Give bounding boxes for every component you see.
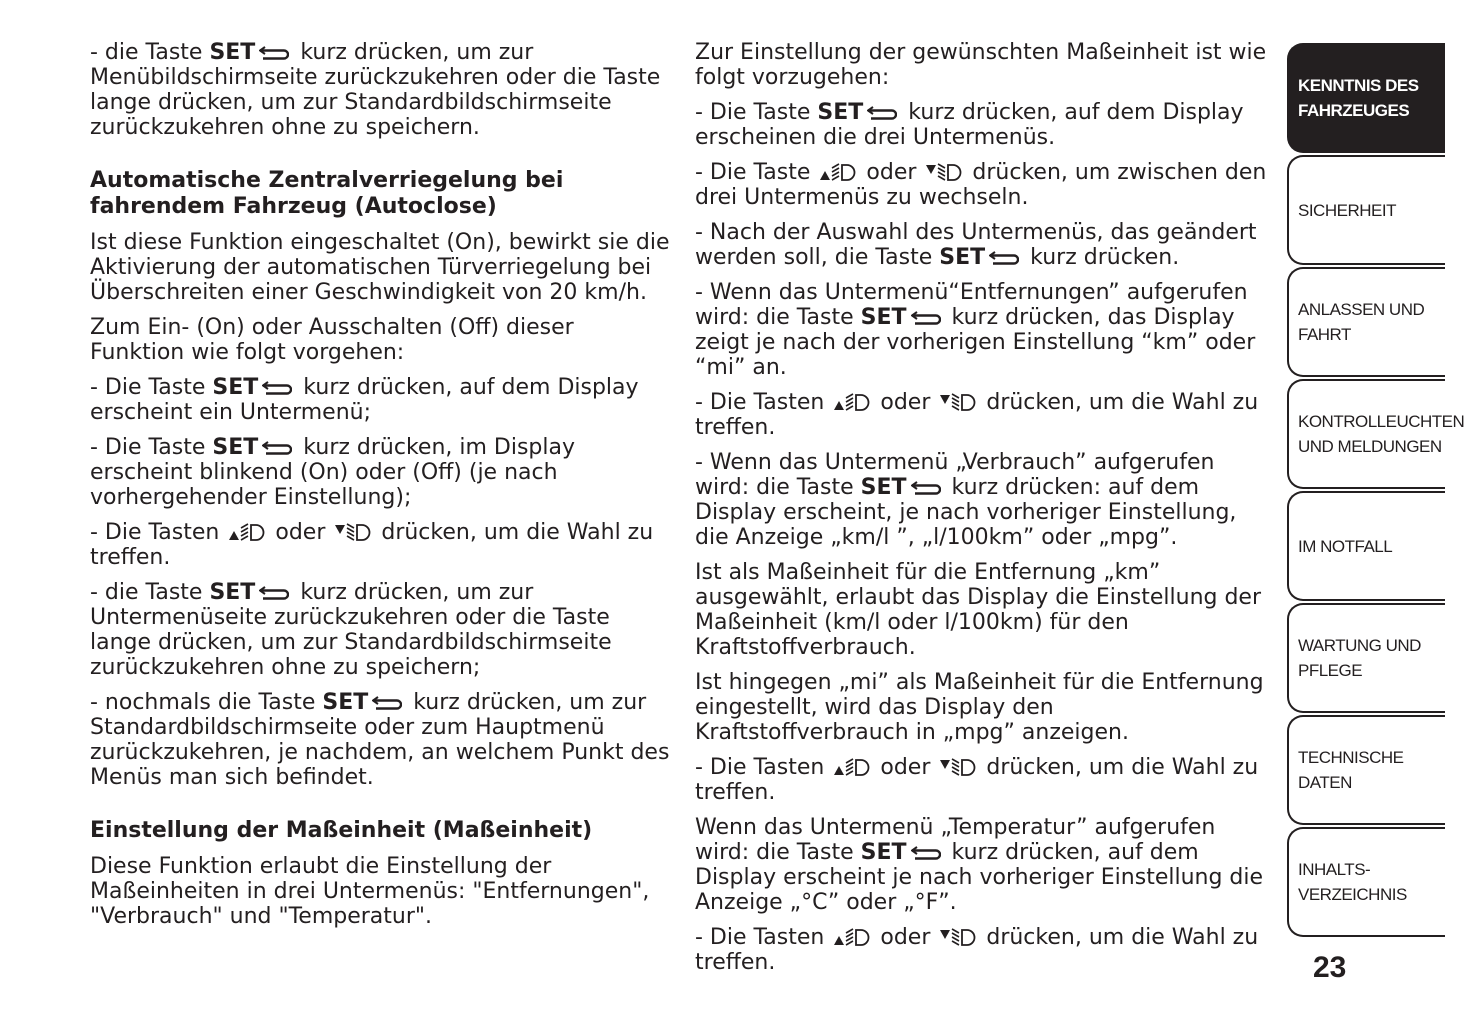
return-arrow-icon [867,106,897,120]
paragraph: Diese Funktion erlaubt die Einstellung der Maßeinheiten in drei Untermenüs: "Entfernungen", "Verbrauch" und "Temperatur". [90,854,650,929]
section-heading-units: Einstellung der Maßeinheit (Maßeinheit) [90,818,593,843]
arrow-down-light-icon [939,757,977,777]
paragraph: Zum Ein- (On) oder Ausschalten (Off) dieser Funktion wie folgt vorgehen: [90,315,574,365]
tab-inhaltsverzeichnis[interactable]: INHALTS- VERZEICHNIS [1287,827,1445,937]
return-arrow-icon [911,846,941,860]
paragraph: - die Taste SET kurz drücken, um zur Menübildschirmseite zurückzukehren oder die Taste lange drücken, um zur Standardbildschirmseite zurückzukehren ohne zu speichern. [90,40,661,140]
set-key-label: SET [322,690,369,715]
paragraph: Ist hingegen „mi” als Maßeinheit für die Entfernung eingestellt, wird das Display den Kraftstoffverbrauch in „mpg” anzeigen. [695,670,1264,745]
paragraph: - Die Taste oder drücken, um zwischen den drei Untermenüs zu wechseln. [695,160,1267,210]
tab-im-notfall[interactable]: IM NOTFALL [1287,491,1445,601]
paragraph: Zur Einstellung der gewünschten Maßeinheit ist wie folgt vorzugehen: [695,40,1267,90]
set-key-label: SET [939,245,986,270]
tab-kenntnis-des-fahrzeuges[interactable]: KENNTNIS DES FAHRZEUGES [1287,43,1445,153]
set-key-label: SET [209,40,256,65]
return-arrow-icon [262,441,292,455]
section-heading-autoclose: Automatische Zentralverriegelung bei fahrendem Fahrzeug (Autoclose) [90,168,564,219]
set-key-label: SET [817,100,864,125]
tab-technische-daten[interactable]: TECHNISCHE DATEN [1287,715,1445,825]
paragraph: - Die Tasten oder drücken, um die Wahl zu treffen. [90,520,654,570]
paragraph: - Die Tasten oder drücken, um die Wahl zu treffen. [695,755,1259,805]
tab-anlassen-und-fahrt[interactable]: ANLASSEN UND FAHRT [1287,267,1445,377]
paragraph: - Die Taste SET kurz drücken, im Display erscheint blinkend (On) oder (Off) (je nach vorhergehender Einstellung); [90,435,575,510]
paragraph: - Die Tasten oder drücken, um die Wahl zu treffen. [695,390,1259,440]
tab-kontrolleuchten[interactable]: KONTROLLEUCHTEN UND MELDUNGEN [1287,379,1445,489]
set-key-label: SET [212,375,259,400]
page-number: 23 [1313,951,1347,984]
return-arrow-icon [259,46,289,60]
paragraph: - die Taste SET kurz drücken, um zur Untermenüseite zurückzukehren oder die Taste lange drücken, um zur Standardbildschirmseite zurückzukehren ohne zu speichern; [90,580,612,680]
arrow-down-light-icon [334,522,372,542]
arrow-up-light-icon [228,522,266,542]
set-key-label: SET [212,435,259,460]
paragraph: - Wenn das Untermenü“Entfernungen” aufgerufen wird: die Taste SET kurz drücken, das Display zeigt je nach der vorherigen Einstellung “km” oder “mi” an. [695,280,1256,380]
set-key-label: SET [860,840,907,865]
paragraph: - Die Taste SET kurz drücken, auf dem Display erscheint ein Untermenü; [90,375,639,425]
return-arrow-icon [911,311,941,325]
return-arrow-icon [911,481,941,495]
tab-sicherheit[interactable]: SICHERHEIT [1287,155,1445,265]
set-key-label: SET [860,305,907,330]
right-column [695,40,1270,985]
paragraph: Ist als Maßeinheit für die Entfernung „km” ausgewählt, erlaubt das Display die Einstellung der Maßeinheit (km/l oder l/100km) für den Kraftstoffverbrauch. [695,560,1262,660]
paragraph: - Die Taste SET kurz drücken, auf dem Display erscheinen die drei Untermenüs. [695,100,1244,150]
return-arrow-icon [989,251,1019,265]
arrow-up-light-icon [819,162,857,182]
left-column [90,40,670,939]
arrow-down-light-icon [939,927,977,947]
set-key-label: SET [860,475,907,500]
set-key-label: SET [209,580,256,605]
paragraph: - nochmals die Taste SET kurz drücken, um zur Standardbildschirmseite oder zum Hauptmenü zurückzukehren, je nachdem, an welchem Punkt des Menüs man sich befindet. [90,690,670,790]
arrow-up-light-icon [833,757,871,777]
paragraph: - Nach der Auswahl des Untermenüs, das geändert werden soll, die Taste SET kurz drücken. [695,220,1257,270]
return-arrow-icon [259,586,289,600]
tab-wartung-und-pflege[interactable]: WARTUNG UND PFLEGE [1287,603,1445,713]
paragraph: Ist diese Funktion eingeschaltet (On), bewirkt sie die Aktivierung der automatischen Türverriegelung bei Überschreiten einer Geschwindigkeit von 20 km/h. [90,230,670,305]
paragraph: Wenn das Untermenü „Temperatur” aufgerufen wird: die Taste SET kurz drücken, auf dem Display erscheint je nach vorheriger Einstellung die Anzeige „°C” oder „°F”. [695,815,1264,915]
paragraph: - Wenn das Untermenü „Verbrauch” aufgerufen wird: die Taste SET kurz drücken: auf dem Display erscheint, je nach vorheriger Einstellung, die Anzeige „km/l ”, „l/100km” oder „mpg”. [695,450,1237,550]
arrow-down-light-icon [925,162,963,182]
arrow-up-light-icon [833,392,871,412]
arrow-down-light-icon [939,392,977,412]
arrow-up-light-icon [833,927,871,947]
return-arrow-icon [262,381,292,395]
paragraph: - Die Tasten oder drücken, um die Wahl zu treffen. [695,925,1259,975]
return-arrow-icon [372,696,402,710]
